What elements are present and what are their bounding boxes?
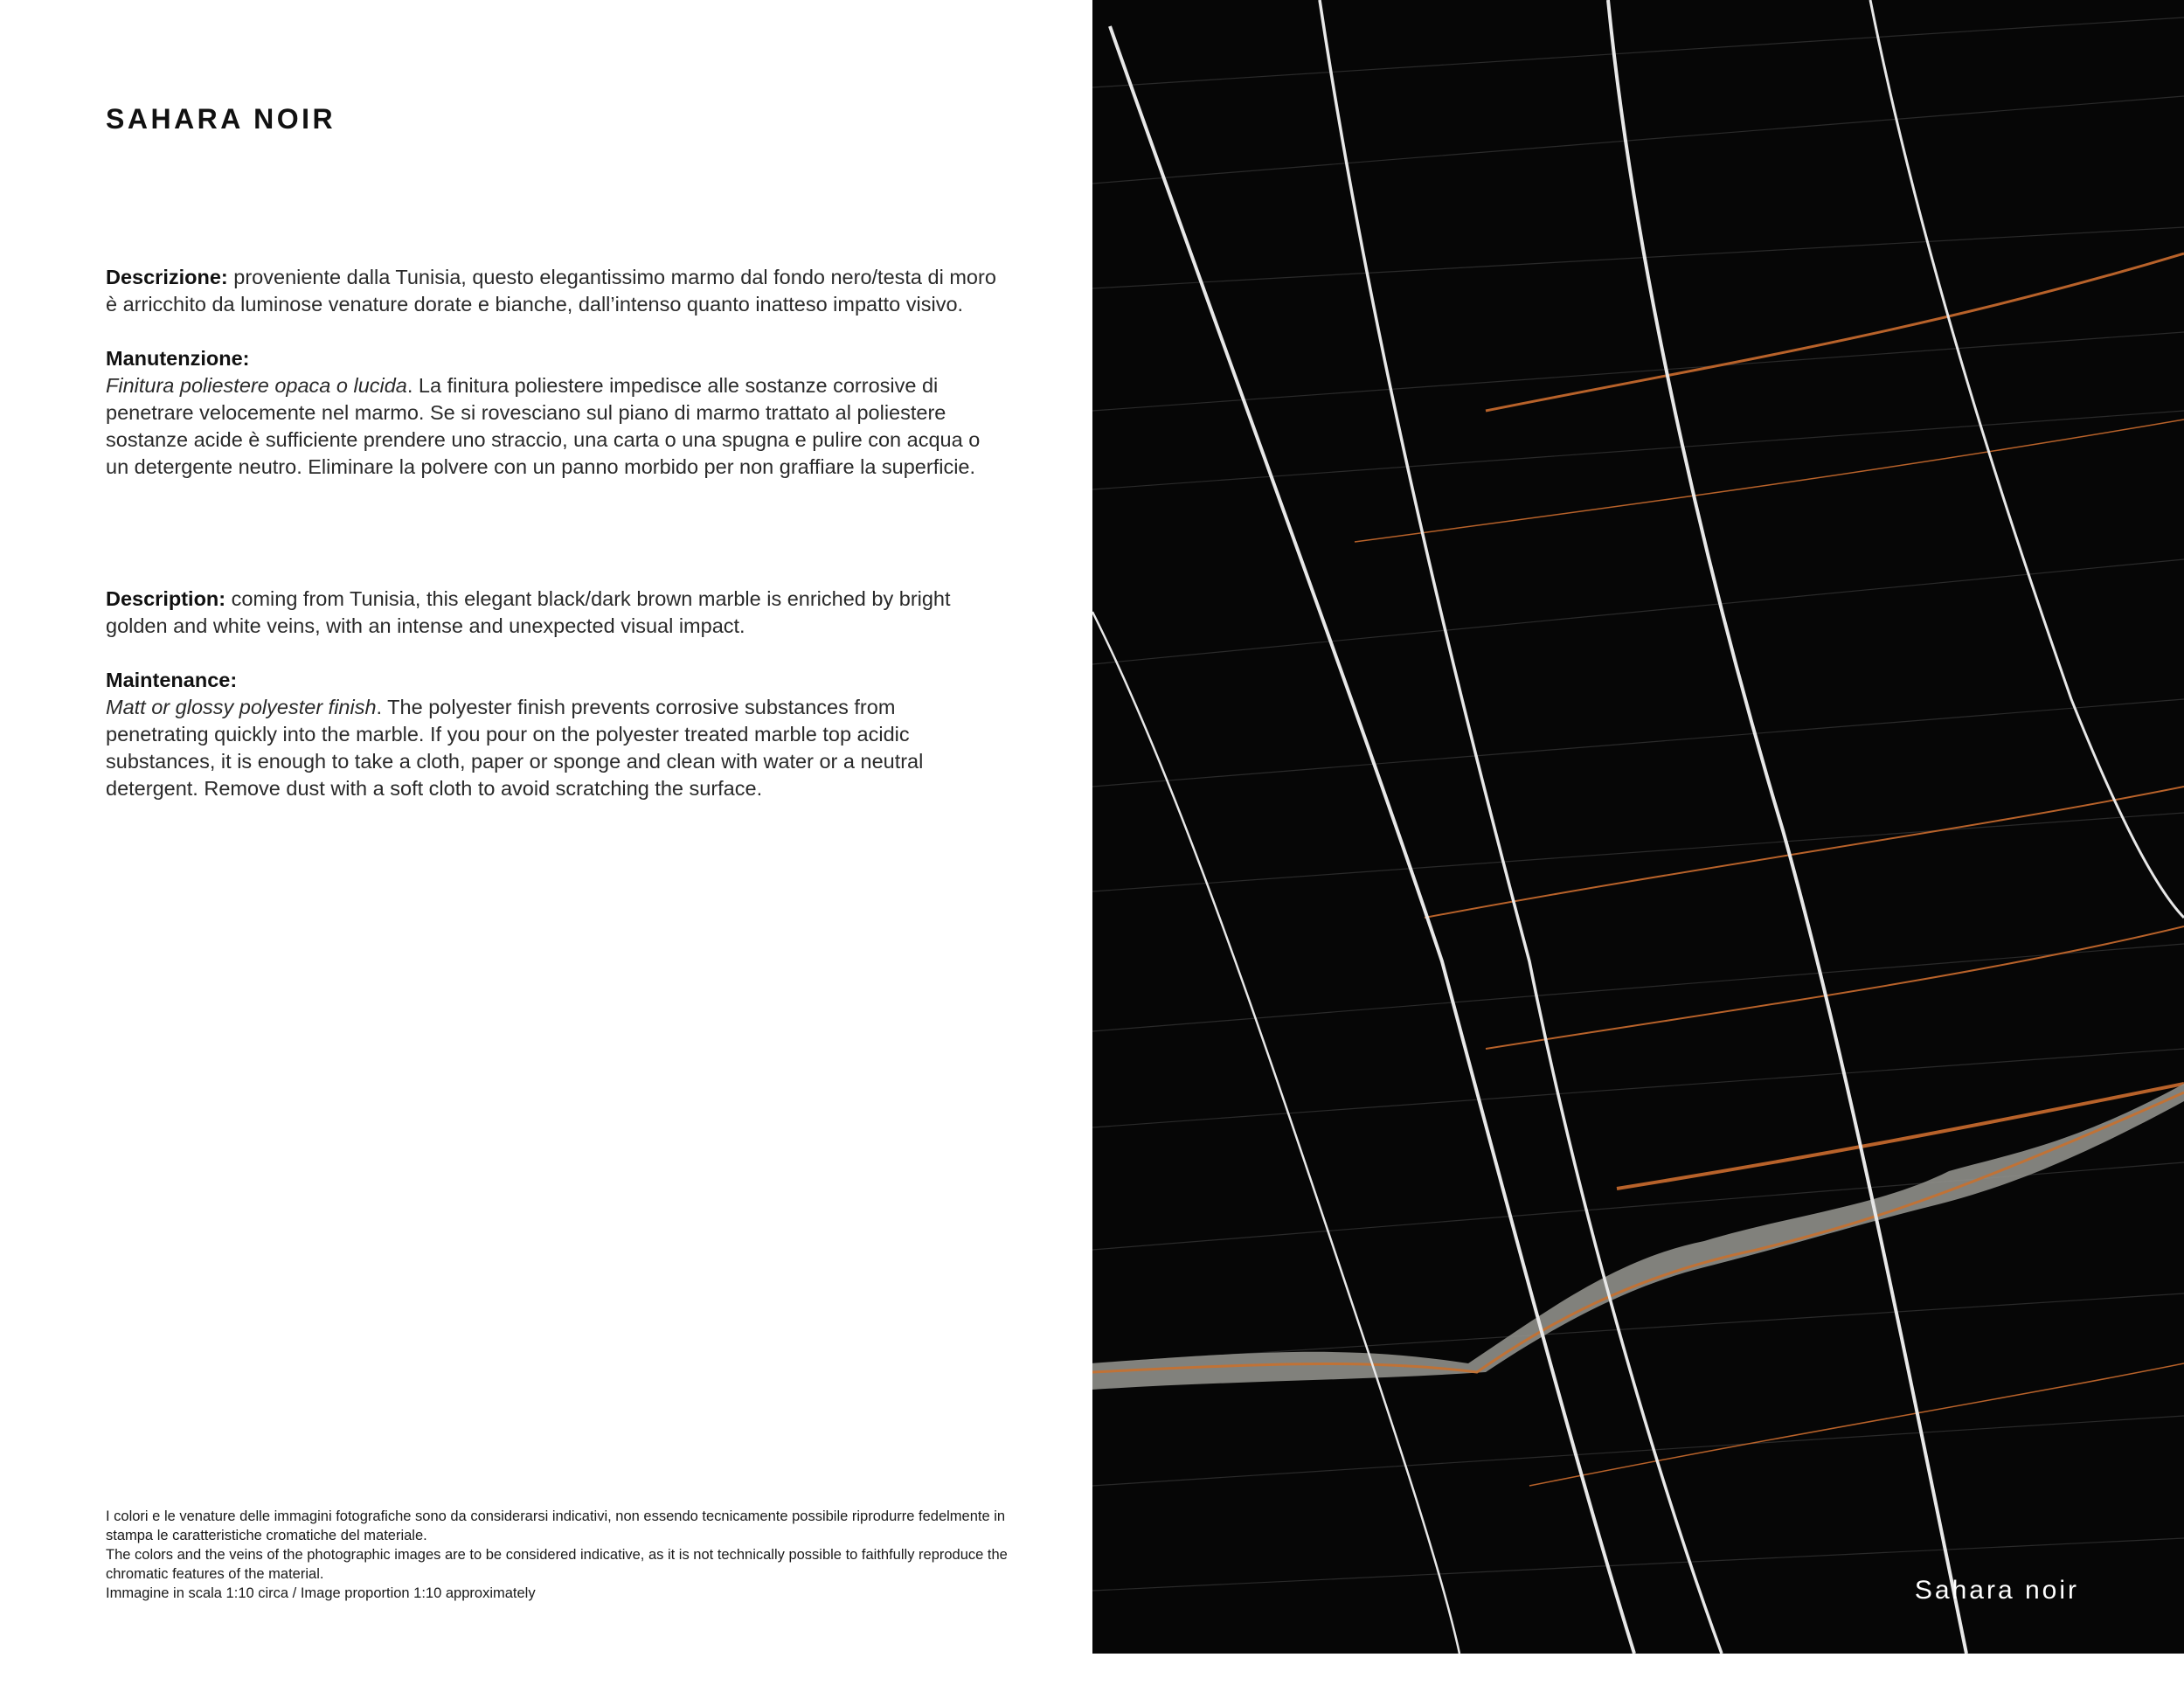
english-maintenance-text: . The polyester finish prevents corrosive substances from penetrating quickly into the marble. If you pour on the polyester treated marble top acidic substances, it is enough to take a cloth, paper or sponge and clean with water or a neutral detergent. Remove dust with a soft cloth to avoid scratching the surface. xyxy=(106,696,924,800)
italian-maintenance xyxy=(106,372,997,481)
italian-maintenance-heading xyxy=(106,345,997,372)
english-maintenance-label: Maintenance: xyxy=(106,669,238,691)
english-section xyxy=(106,586,997,802)
marble-photo xyxy=(1092,0,2184,1654)
marble-texture xyxy=(1092,0,2184,1654)
italian-description-label: Descrizione: xyxy=(106,266,228,288)
bottom-margin xyxy=(1092,1654,2184,1706)
english-maintenance-finish: Matt or glossy polyester finish xyxy=(106,696,377,718)
italian-maintenance-finish: Finitura poliestere opaca o lucida xyxy=(106,374,407,397)
photo-label: Sahara noir xyxy=(1914,1576,2079,1605)
disclaimer-footnote xyxy=(106,1507,1015,1603)
italian-maintenance-text: . La finitura poliestere impedisce alle sostanze corrosive di penetrare velocemente nel marmo. Se si rovesciano sul piano di marmo trattato al poliestere sostanze acide è sufficiente prendere uno straccio, una carta o una spugna e pulire con acqua o un detergente neutro. Eliminare la polvere con un panno morbido per non graffiare la superficie. xyxy=(106,374,981,478)
english-maintenance-heading xyxy=(106,667,997,694)
italian-description-text: proveniente dalla Tunisia, questo elegantissimo marmo dal fondo nero/testa di moro è arricchito da luminose venature dorate e bianche, dall’intenso quanto inatteso impatto visivo. xyxy=(106,266,996,316)
english-description-label: Description: xyxy=(106,587,226,610)
english-maintenance xyxy=(106,694,997,802)
italian-maintenance-label: Manutenzione: xyxy=(106,347,250,370)
english-description-text: coming from Tunisia, this elegant black/dark brown marble is enriched by bright golden and white veins, with an intense and unexpected visual impact. xyxy=(106,587,951,637)
english-description xyxy=(106,586,997,640)
italian-section xyxy=(106,264,997,481)
footnote-scale: Immagine in scala 1:10 circa / Image proportion 1:10 approximately xyxy=(106,1585,536,1601)
footnote-italian: I colori e le venature delle immagini fotografiche sono da considerarsi indicativi, non essendo tecnicamente possibile riprodurre fedelmente in stampa le caratteristiche cromatiche del materiale. xyxy=(106,1508,1006,1543)
italian-description xyxy=(106,264,997,318)
page-title: SAHARA NOIR xyxy=(106,103,336,135)
footnote-english: The colors and the veins of the photographic images are to be considered indicative, as it is not technically possible to faithfully reproduce the chromatic features of the material. xyxy=(106,1547,1008,1582)
